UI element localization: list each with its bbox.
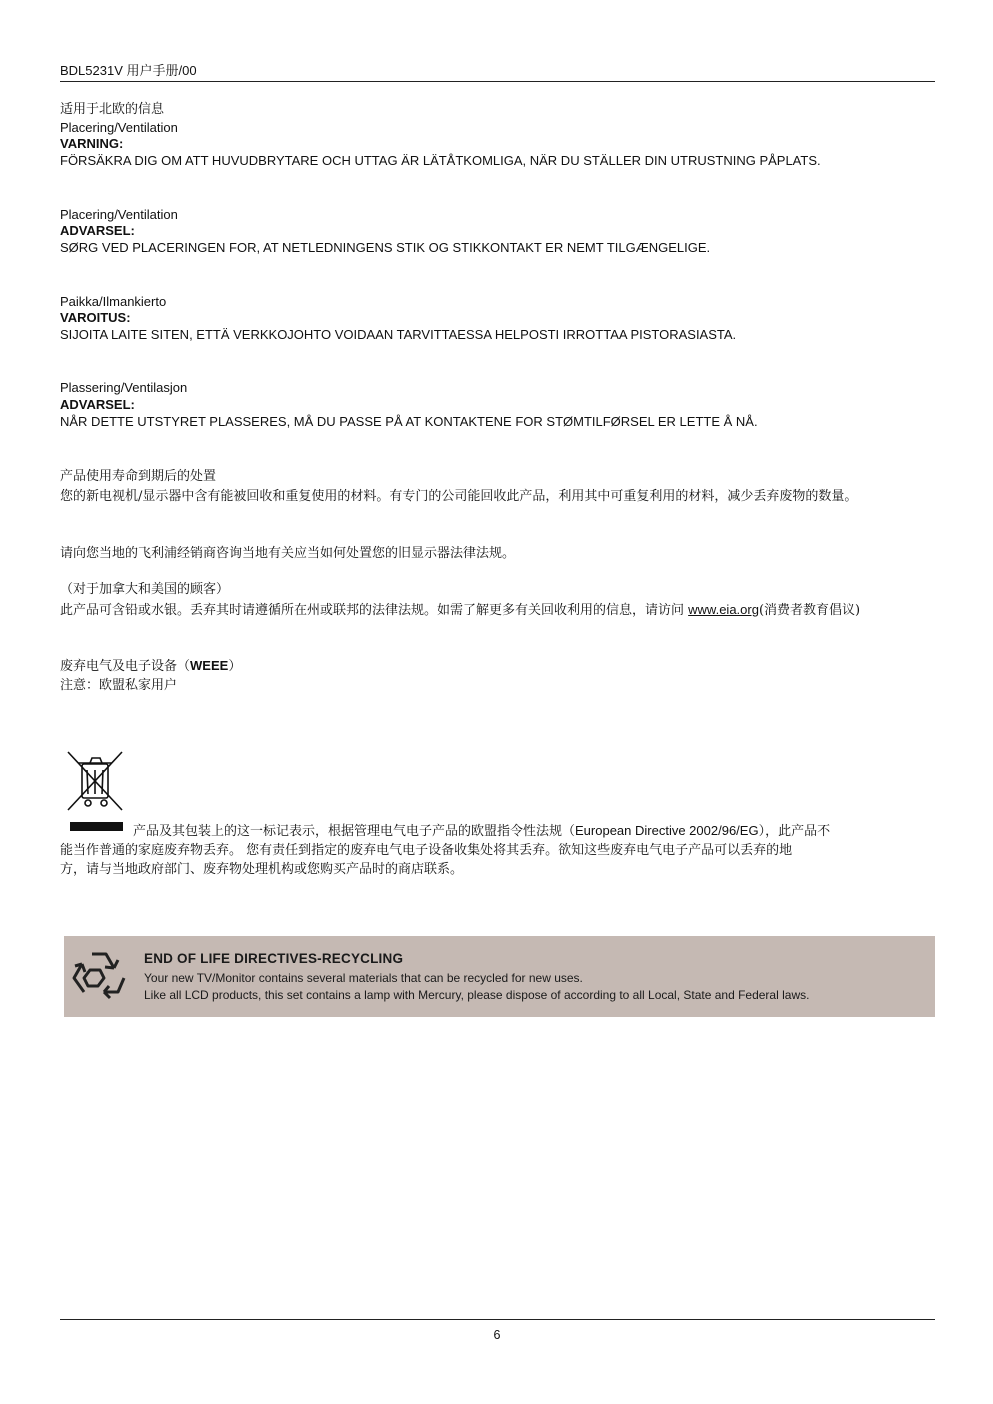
section-sv-warning: VARNING: (60, 136, 124, 151)
footer-rule (60, 1319, 935, 1320)
section-da-warning: ADVARSEL: (60, 223, 135, 238)
weee-body-line-1: 产品及其包装上的这一标记表示，根据管理电气电子产品的欧盟指令性法规（European Directive 2002/96/EG），此产品不 (133, 823, 831, 839)
eol-paragraph-2: 请向您当地的飞利浦经销商咨询当地有关应当如何处置您的旧显示器法律法规。 (60, 546, 516, 561)
section-fi-sub: Paikka/Ilmankierto (60, 294, 167, 309)
nordic-heading: 适用于北欧的信息 (60, 102, 165, 117)
recycle-icon (70, 948, 130, 1000)
recycling-banner (64, 936, 935, 1017)
header-rule (60, 81, 935, 82)
eol-paragraph-1: 您的新电视机/显示器中含有能被回收和重复使用的材料。有专门的公司能回收此产品，利用其中可重复利用的材料，减少丢弃废物的数量。 (60, 489, 858, 504)
section-fi-body: SIJOITA LAITE SITEN, ETTÄ VERKKOJOHTO VOIDAAN TARVITTAESSA HELPOSTI IRROTTAA PISTORASIASTA. (60, 327, 737, 342)
weee-heading: 废弃电气及电子设备（WEEE） (60, 658, 242, 674)
eia-link[interactable]: www.eia.org (688, 602, 759, 617)
section-no-sub: Plassering/Ventilasjon (60, 380, 188, 395)
section-no-body: NÅR DETTE UTSTYRET PLASSERES, MÅ DU PASSE PÅ AT KONTAKTENE FOR STØMTILFØRSEL ER LETTE Å NÅ. (60, 414, 758, 429)
weee-body-line-2: 能当作普通的家庭废弃物丢弃。 您有责任到指定的废弃电气电子设备收集处将其丢弃。欲知这些废弃电气电子产品可以丢弃的地 (60, 843, 793, 858)
na-body: 此产品可含铅或水银。丢弃其时请遵循所在州或联邦的法律法规。如需了解更多有关回收利用的信息，请访问 www.eia.org(消费者教育倡议) (60, 602, 861, 618)
weee-body-line-3: 方，请与当地政府部门、废弃物处理机构或您购买产品时的商店联系。 (60, 862, 464, 877)
recycling-title: END OF LIFE DIRECTIVES-RECYCLING (144, 951, 404, 966)
section-fi-warning: VAROITUS: (60, 310, 131, 325)
weee-subheading: 注意：欧盟私家用户 (60, 678, 178, 693)
na-heading: （对于加拿大和美国的顾客） (60, 582, 230, 597)
section-sv-sub: Placering/Ventilation (60, 120, 178, 135)
weee-black-bar (70, 822, 123, 831)
recycling-line-1: Your new TV/Monitor contains several materials that can be recycled for new uses. (144, 971, 583, 985)
page-header: BDL5231V 用户手册/00 (60, 63, 197, 78)
section-no-warning: ADVARSEL: (60, 397, 135, 412)
section-sv-body: FÖRSÄKRA DIG OM ATT HUVUDBRYTARE OCH UTTAG ÄR LÄTÅTKOMLIGA, NÄR DU STÄLLER DIN UTRUSTNING PÅPLATS. (60, 153, 821, 168)
weee-bin-icon (66, 750, 126, 812)
section-da-body: SØRG VED PLACERINGEN FOR, AT NETLEDNINGENS STIK OG STIKKONTAKT ER NEMT TILGÆNGELIGE. (60, 240, 711, 255)
section-da-sub: Placering/Ventilation (60, 207, 178, 222)
eol-heading: 产品使用寿命到期后的处置 (60, 469, 217, 484)
page-number: 6 (493, 1328, 501, 1342)
recycling-line-2: Like all LCD products, this set contains a lamp with Mercury, please dispose of according to all Local, State and Federal laws. (144, 988, 810, 1002)
